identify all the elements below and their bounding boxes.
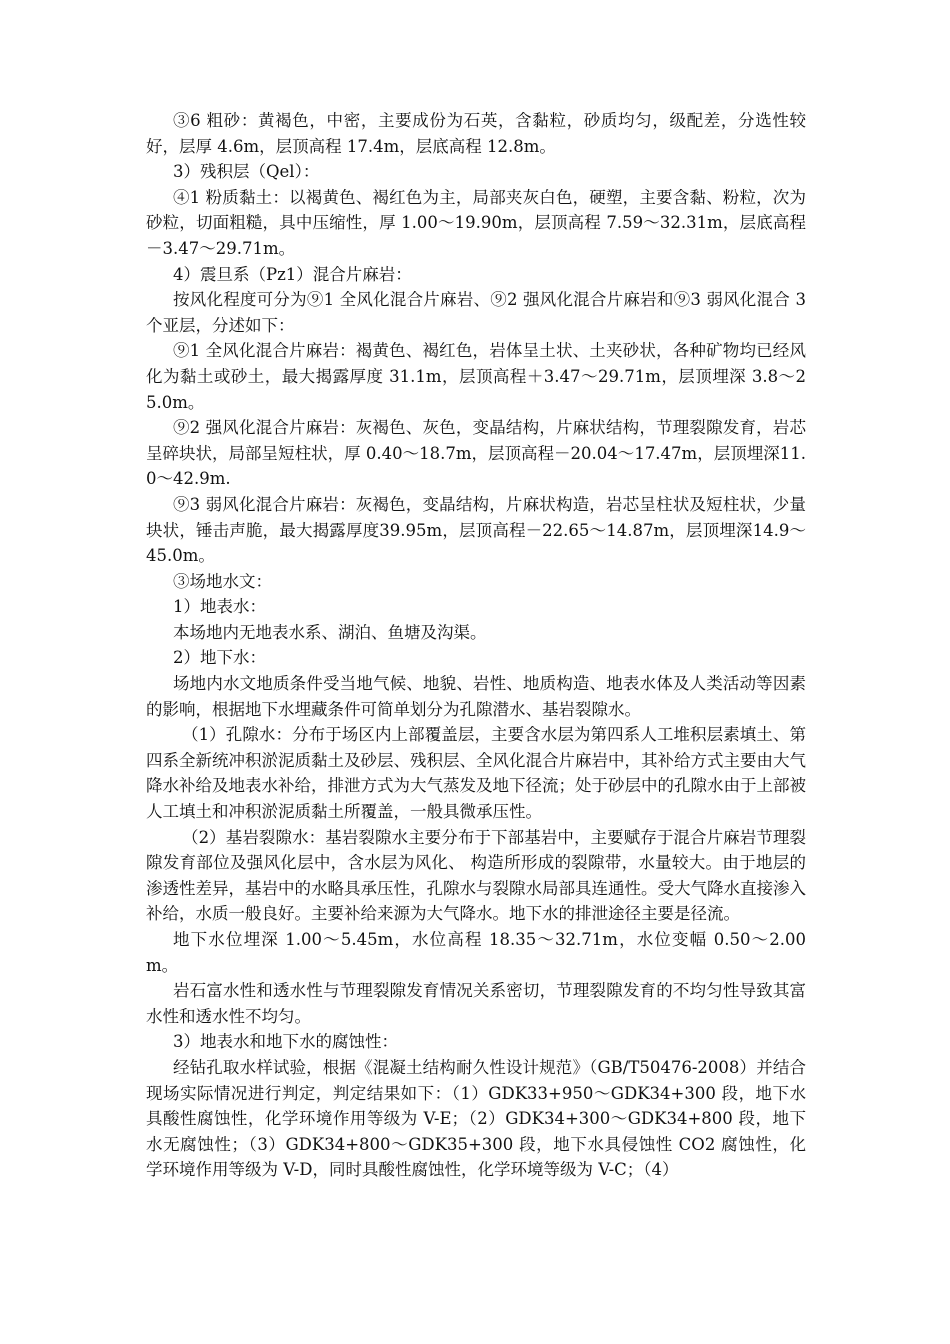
paragraph-silty-clay: ④1 粉质黏土：以褐黄色、褐红色为主，局部夹灰白色，硬塑，主要含黏、粉粒，次为砂粒，切面粗糙，具中压缩性，厚 1.00～19.90m，层顶高程 7.59～32.31m，层底高程－3.47～29.71m。 <box>146 187 806 258</box>
paragraph-corrosivity-results: 经钻孔取水样试验，根据《混凝土结构耐久性设计规范》（GB/T50476-2008）并结合现场实际情况进行判定，判定结果如下：（1）GDK33+950～GDK34+300 段，地下水具酸性腐蚀性，化学环境作用等级为 V-E；（2）GDK34+300～GDK34+800 段，地下水无腐蚀性；（3）GDK34+800～GDK35+300 段，地下水具侵蚀性 CO2 腐蚀性，化学环境作用等级为 V-D，同时具酸性腐蚀性，化学环境等级为 V-C；（4） <box>146 1057 806 1180</box>
heading-groundwater: 2）地下水： <box>173 648 266 668</box>
paragraph-water-richness: 岩石富水性和透水性与节理裂隙发育情况关系密切，节理裂隙发育的不均匀性导致其富水性和透水性不均匀。 <box>146 981 806 1026</box>
heading-residual-layer: 3）残积层（Qel）： <box>173 162 320 182</box>
heading-corrosivity: 3）地表水和地下水的腐蚀性： <box>173 1032 398 1052</box>
paragraph-surface-water: 本场地内无地表水系、湖泊、鱼塘及沟渠。 <box>173 622 487 642</box>
paragraph-weathering-classes: 按风化程度可分为⑨1 全风化混合片麻岩、⑨2 强风化混合片麻岩和⑨3 弱风化混合 3 个亚层，分述如下： <box>146 290 806 335</box>
paragraph-pore-water: （1）孔隙水：分布于场区内上部覆盖层，主要含水层为第四系人工堆积层素填土、第四系全新统冲积淤泥质黏土及砂层、残积层、全风化混合片麻岩中，其补给方式主要由大气降水补给及地表水补给，排泄方式为大气蒸发及地下径流；处于砂层中的孔隙水由于上部被人工填土和冲积淤泥质黏土所覆盖，一般具微承压性。 <box>146 725 806 822</box>
paragraph-coarse-sand: ③6 粗砂：黄褐色，中密，主要成份为石英，含黏粒，砂质均匀，级配差，分选性较好，层厚 4.6m，层顶高程 17.4m，层底高程 12.8m。 <box>146 111 806 156</box>
paragraph-water-level: 地下水位埋深 1.00～5.45m，水位高程 18.35～32.71m，水位变幅 0.50～2.00m。 <box>146 930 806 975</box>
heading-site-hydrology: ③场地水文： <box>173 571 272 591</box>
paragraph-fully-weathered: ⑨1 全风化混合片麻岩：褐黄色、褐红色，岩体呈土状、土夹砂状，各种矿物均已经风化为黏土或砂土，最大揭露厚度 31.1m，层顶高程＋3.47～29.71m，层顶埋深 3.8～25.0m。 <box>146 341 806 412</box>
paragraph-weakly-weathered: ⑨3 弱风化混合片麻岩：灰褐色，变晶结构，片麻状构造，岩芯呈柱状及短柱状，少量块状，锤击声脆，最大揭露厚度39.95m，层顶高程－22.65～14.87m，层顶埋深14.9～45.0m。 <box>146 494 806 566</box>
paragraph-strongly-weathered: ⑨2 强风化混合片麻岩：灰褐色、灰色，变晶结构，片麻状结构，节理裂隙发育，岩芯呈碎块状，局部呈短柱状，厚 0.40～18.7m，层顶高程－20.04～17.47m，层顶埋深11.0～42.9m. <box>146 418 806 489</box>
document-body <box>146 108 806 1183</box>
paragraph-fissure-water: （2）基岩裂隙水：基岩裂隙水主要分布于下部基岩中，主要赋存于混合片麻岩节理裂隙发育部位及强风化层中，含水层为风化、 构造所形成的裂隙带，水量较大。由于地层的渗透性差异，基岩中的水略具承压性，孔隙水与裂隙水局部具连通性。受大气降水直接渗入补给，水质一般良好。主要补给来源为大气降水。地下水的排泄途径主要是径流。 <box>146 827 806 924</box>
heading-surface-water: 1）地表水： <box>173 597 266 617</box>
paragraph-groundwater-overview: 场地内水文地质条件受当地气候、地貌、岩性、地质构造、地表水体及人类活动等因素的影响，根据地下水埋藏条件可简单划分为孔隙潜水、基岩裂隙水。 <box>146 674 806 719</box>
heading-sinian-gneiss: 4）震旦系（Pz1）混合片麻岩： <box>173 264 412 284</box>
